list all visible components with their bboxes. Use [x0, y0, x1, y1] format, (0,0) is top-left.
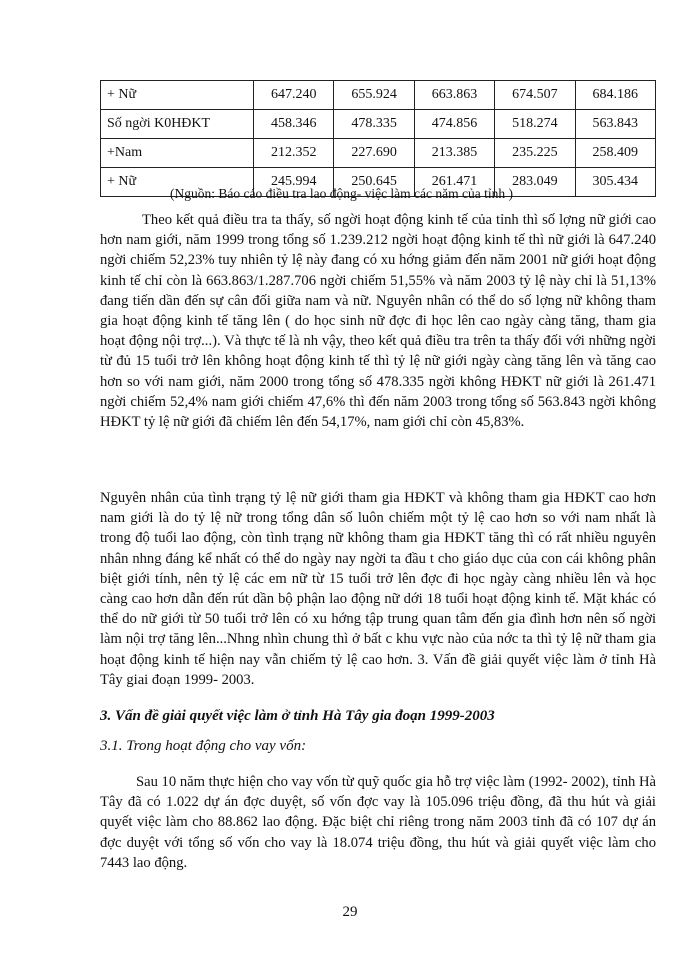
paragraph-causes: Nguyên nhân của tình trạng tỷ lệ nữ giới tham gia HĐKT và không tham gia HĐKT cao hơn nam giới là do tỷ lệ nữ trong tổng dân số luôn chiếm một tỷ lệ cao hơn so với nam nhất là trong độ tuổi lao động, còn tình trạng nữ không tham gia HĐKT tăng thì có rất nhiều nguyên nhân nhng đáng kể nhất có thể do ngày nay ngời ta đầu t cho giáo dục của con cái không phân biệt giới tính, nên tỷ lệ các em nữ từ 15 tuổi trở lên đợc đi học ngày càng nhiều lên và học càng cao hơn dẫn đến rút dần bộ phận lao động nữ dới 18 tuổi hoạt động kinh tế. Mặt khác có thể do nữ giới từ 50 tuổi trở lên có xu hớng tập trung quan tâm đến gia đình hơn nên số ngời làm nội trợ tăng lên...Nhng nhìn chung thì ở bất c khu vực nào của nớc ta thì tỷ lệ nữ tham gia hoạt động kinh tế hiện nay vẫn chiếm tỷ lệ cao hơn. 3. Vấn đề giải quyết việc làm ở tỉnh Hà Tây giai đoạn 1999- 2003. — [100, 490, 656, 688]
table-cell: 674.507 — [495, 81, 575, 110]
table-cell: 563.843 — [575, 110, 655, 139]
table-cell: 212.352 — [254, 139, 334, 168]
table-cell: 213.385 — [414, 139, 494, 168]
table-row — [101, 81, 656, 110]
row-label: +Nam — [101, 139, 254, 168]
section-heading-3: 3. Vấn đề giải quyết việc làm ở tỉnh Hà Tây gia đoạn 1999-2003 — [100, 708, 495, 724]
table-cell: 235.225 — [495, 139, 575, 168]
table-cell: 283.049 — [495, 168, 575, 197]
table-cell: 663.863 — [414, 81, 494, 110]
table-row — [101, 110, 656, 139]
table-cell: 518.274 — [495, 110, 575, 139]
paragraph-economic-activity: Theo kết quả điều tra ta thấy, số ngời hoạt động kinh tế của tỉnh thì số lợng nữ giới cao hơn nam giới, năm 1999 trong tổng số 1.239.212 ngời hoạt động kinh tế thì nữ giới là 647.240 ngời chiếm 52,23% tuy nhiên tỷ lệ này đang có xu hớng giảm đến năm 2001 nữ giới hoạt động kinh tế chỉ còn là 663.863/1.287.706 ngời chiếm 51,55% và năm 2003 tỷ lệ này chỉ là 51,13% đang tiến dần đến sự cân đối giữa nam và nữ. Nguyên nhân có thể do số lợng nữ không tham gia hoạt động kinh tế tăng lên ( do học sinh nữ đợc đi học lên cao ngày càng tăng, tham gia hoạt động nội trợ...). Và thực tế là nh vậy, theo kết quả điều tra trên ta thấy đối với những ngời từ đủ 15 tuổi trở lên không hoạt động kinh tế thì tỷ lệ nữ giới ngày càng tăng lên và tăng cao hơn so với nam giới, năm 2000 trong tổng số 478.335 ngời không HĐKT nữ giới là 261.471 ngời chiếm 52,4% nam giới chiếm 47,6% thì đến năm 2003 trong tổng số 563.843 ngời không HĐKT tỷ lệ nữ giới đã chiếm lên đến 54,17%, nam giới chỉ còn 45,83%. — [100, 212, 656, 431]
page-number: 29 — [342, 904, 358, 920]
table-cell: 305.434 — [575, 168, 655, 197]
paragraph-loans: Sau 10 năm thực hiện cho vay vốn từ quỹ quốc gia hỗ trợ việc làm (1992- 2002), tỉnh Hà Tây đã có 1.022 dự án đợc duyệt, số vốn đợc vay là 105.096 triệu đồng, đã thu hút và giải quyết việc làm cho 88.862 lao động. Đặc biệt chỉ riêng trong năm 2003 tỉnh đã có 107 dự án đợc duyệt với tổng số vốn cho vay là 18.074 triệu đồng, thu hút và giải quyết việc làm cho 7443 lao động. — [100, 774, 656, 871]
table-cell: 261.471 — [414, 168, 494, 197]
table-cell: 478.335 — [334, 110, 414, 139]
table-cell: 227.690 — [334, 139, 414, 168]
row-label: + Nữ — [101, 168, 254, 197]
row-label: + Nữ — [101, 81, 254, 110]
table-cell: 474.856 — [414, 110, 494, 139]
table-row — [101, 139, 656, 168]
table-cell: 258.409 — [575, 139, 655, 168]
row-label: Số ngời K0HĐKT — [101, 110, 254, 139]
table-cell: 655.924 — [334, 81, 414, 110]
table-cell: 684.186 — [575, 81, 655, 110]
table-cell: 647.240 — [254, 81, 334, 110]
table-body — [101, 81, 656, 197]
table-cell: 245.994 — [254, 168, 334, 197]
section-heading-3-1: 3.1. Trong hoạt động cho vay vốn: — [100, 738, 307, 754]
table-cell: 250.645 — [334, 168, 414, 197]
table-cell: 458.346 — [254, 110, 334, 139]
source-note: (Nguồn: Báo cáo điều tra lao động- việc làm các năm của tỉnh ) — [170, 186, 513, 201]
labor-statistics-table — [100, 80, 656, 197]
